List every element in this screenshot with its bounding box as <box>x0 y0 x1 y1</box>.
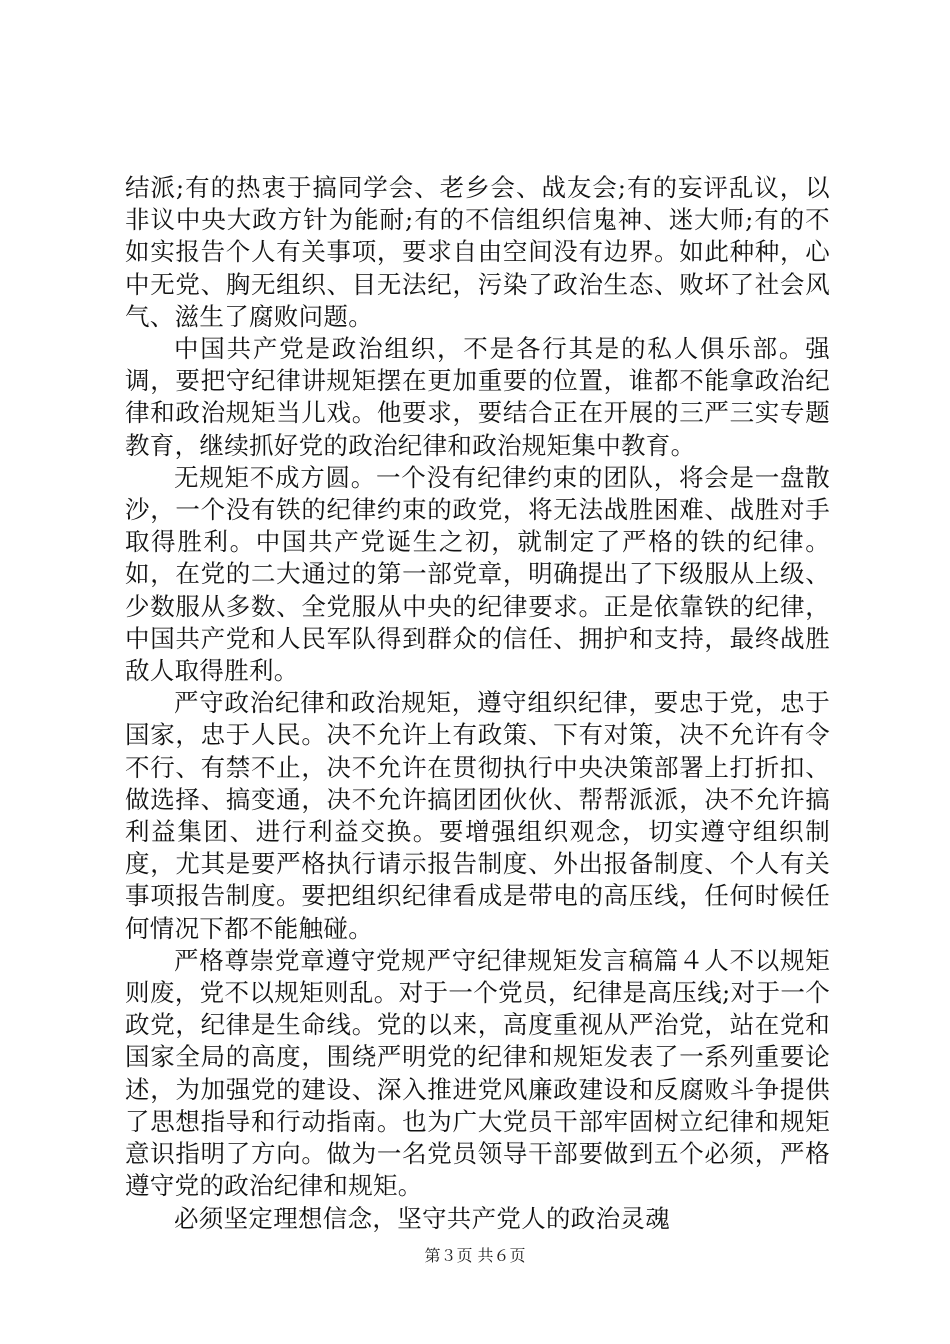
page-number-footer: 第３页 共６页 <box>424 1246 526 1265</box>
document-body <box>125 172 830 1235</box>
paragraph: 无规矩不成方圆。一个没有纪律约束的团队，将会是一盘散沙，一个没有铁的纪律约束的政党，将无法战胜困难、战胜对手取得胜利。中国共产党诞生之初，就制定了严格的铁的纪律。如，在党的二大通过的第一部党章，明确提出了下级服从上级、少数服从多数、全党服从中央的纪律要求。正是依靠铁的纪律，中国共产党和人民军队得到群众的信任、拥护和支持，最终战胜敌人取得胜利。 <box>125 462 830 686</box>
paragraph: 严格尊崇党章遵守党规严守纪律规矩发言稿篇４人不以规矩则废，党不以规矩则乱。对于一个党员，纪律是高压线;对于一个政党，纪律是生命线。党的以来，高度重视从严治党，站在党和国家全局的高度，围绕严明党的纪律和规矩发表了一系列重要论述，为加强党的建设、深入推进党风廉政建设和反腐败斗争提供了思想指导和行动指南。也为广大党员干部牢固树立纪律和规矩意识指明了方向。做为一名党员领导干部要做到五个必须，严格遵守党的政治纪律和规矩。 <box>125 945 830 1201</box>
paragraph-continuation: 结派;有的热衷于搞同学会、老乡会、战友会;有的妄评乱议，以非议中央大政方针为能耐;有的不信组织信鬼神、迷大师;有的不如实报告个人有关事项，要求自由空间没有边界。如此种种，心中无党、胸无组织、目无法纪，污染了政治生态、败坏了社会风气、滋生了腐败问题。 <box>125 173 830 331</box>
paragraph-heading: 必须坚定理想信念，坚守共产党人的政治灵魂 <box>174 1203 670 1233</box>
paragraph: 严守政治纪律和政治规矩，遵守组织纪律，要忠于党，忠于国家，忠于人民。决不允许上有政策、下有对策，决不允许有令不行、有禁不止，决不允许在贯彻执行中央决策部署上打折扣、做选择、搞变通，决不允许搞团团伙伙、帮帮派派，决不允许搞利益集团、进行利益交换。要增强组织观念，切实遵守组织制度，尤其是要严格执行请示报告制度、外出报备制度、个人有关事项报告制度。要把组织纪律看成是带电的高压线，任何时候任何情况下都不能触碰。 <box>125 688 830 943</box>
paragraph: 中国共产党是政治组织，不是各行其是的私人俱乐部。强调，要把守纪律讲规矩摆在更加重要的位置，谁都不能拿政治纪律和政治规矩当儿戏。他要求，要结合正在开展的三严三实专题教育，继续抓好党的政治纪律和政治规矩集中教育。 <box>125 334 830 460</box>
